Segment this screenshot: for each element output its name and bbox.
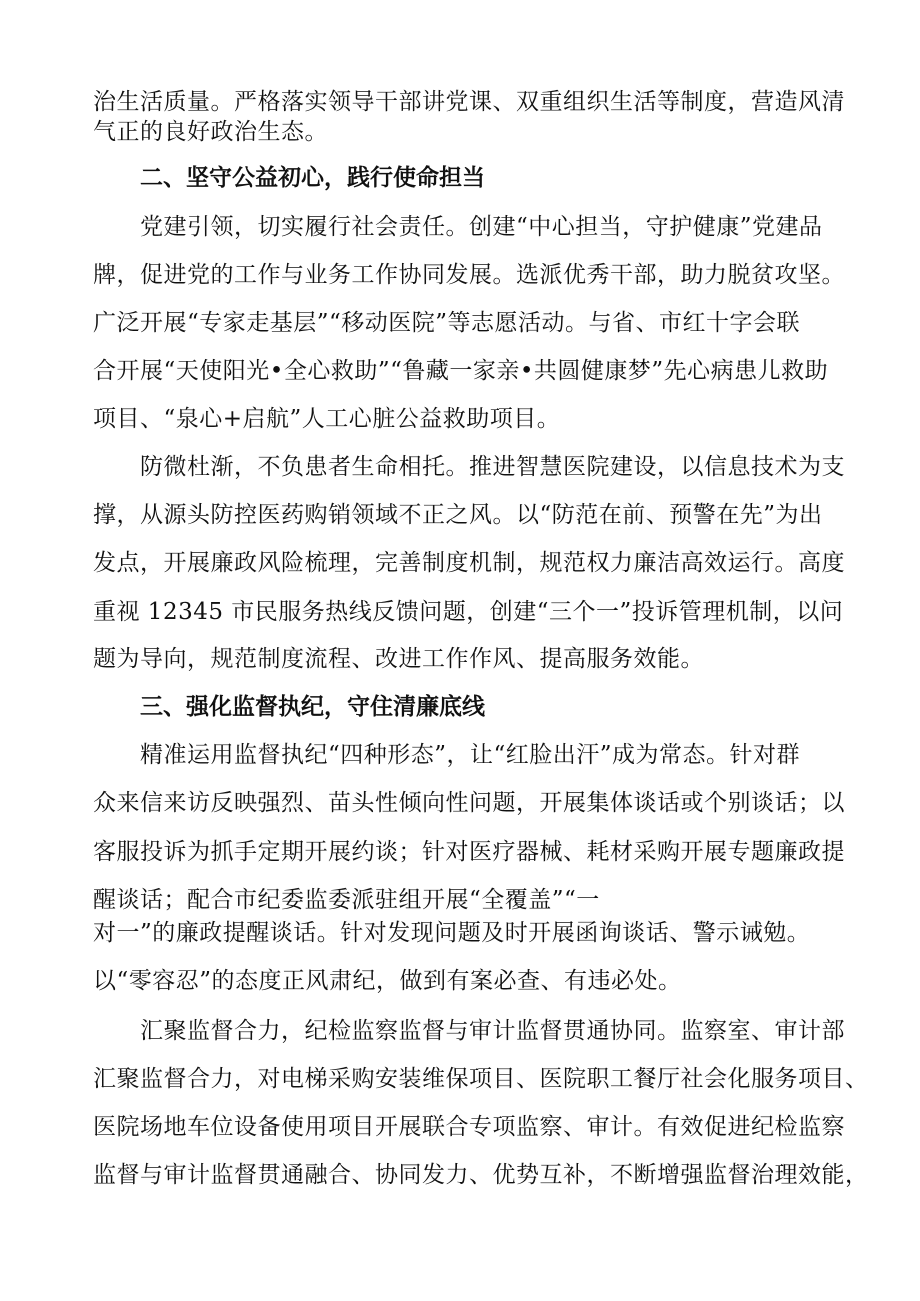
section-heading: 二、坚守公益初心，践行使命担当 [140, 165, 485, 191]
text-line: 医院场地车位设备使用项目开展联合专项监察、审计。有效促进纪检监察 [93, 1114, 845, 1140]
text-line: 牌，促进党的工作与业务工作协同发展。选派优秀干部，助力脱贫攻坚。 [93, 262, 845, 288]
text-line: 撑，从源头防控医药购销领域不正之风。以“防范在前、预警在先”为出 [93, 502, 823, 528]
text-line: 众来信来访反映强烈、苗头性倾向性问题，开展集体谈话或个别谈话；以 [93, 790, 845, 816]
text-line: 醒谈话；配合市纪委监委派驻组开展“全覆盖”“一 [93, 887, 600, 913]
text-line: 项目、“泉心+启航”人工心脏公益救助项目。 [93, 406, 561, 432]
text-line: 气正的良好政治生态。 [93, 119, 328, 145]
text-line: 治生活质量。严格落实领导干部讲党课、双重组织生活等制度，营造风清 [93, 89, 845, 115]
text-line: 汇聚监督合力，对电梯采购安装维保项目、医院职工餐厅社会化服务项目、 [93, 1066, 869, 1092]
text-line: 合开展“天使阳光•全心救助”“鲁藏一家亲•共圆健康梦”先心病患儿救助 [93, 358, 829, 384]
text-line: 以“零容忍”的态度正风肃纪，做到有案必查、有违必处。 [93, 968, 682, 994]
text-line: 题为导向，规范制度流程、改进工作作风、提高服务效能。 [93, 646, 704, 672]
text-line: 精准运用监督执纪“四种形态”，让“红脸出汗”成为常态。针对群 [140, 742, 801, 768]
text-line: 重视 12345 市民服务热线反馈问题，创建“三个一”投诉管理机制，以问 [93, 599, 844, 625]
text-line: 广泛开展“专家走基层”“移动医院”等志愿活动。与省、市红十字会联 [93, 310, 801, 336]
section-heading: 三、强化监督执纪，守住清廉底线 [140, 694, 485, 720]
text-line: 发点，开展廉政风险梳理，完善制度机制，规范权力廉洁高效运行。高度 [93, 550, 845, 576]
text-line: 党建引领，切实履行社会责任。创建“中心担当，守护健康”党建品 [140, 214, 823, 240]
text-line: 防微杜渐，不负患者生命相托。推进智慧医院建设，以信息技术为支 [140, 454, 845, 480]
text-line: 监督与审计监督贯通融合、协同发力、优势互补，不断增强监督治理效能， [93, 1162, 869, 1188]
text-line: 汇聚监督合力，纪检监察监督与审计监督贯通协同。监察室、审计部 [140, 1018, 845, 1044]
text-line: 客服投诉为抓手定期开展约谈；针对医疗器械、耗材采购开展专题廉政提 [93, 839, 845, 865]
text-line: 对一”的廉政提醒谈话。针对发现问题及时开展函询谈话、警示诫勉。 [93, 920, 811, 946]
